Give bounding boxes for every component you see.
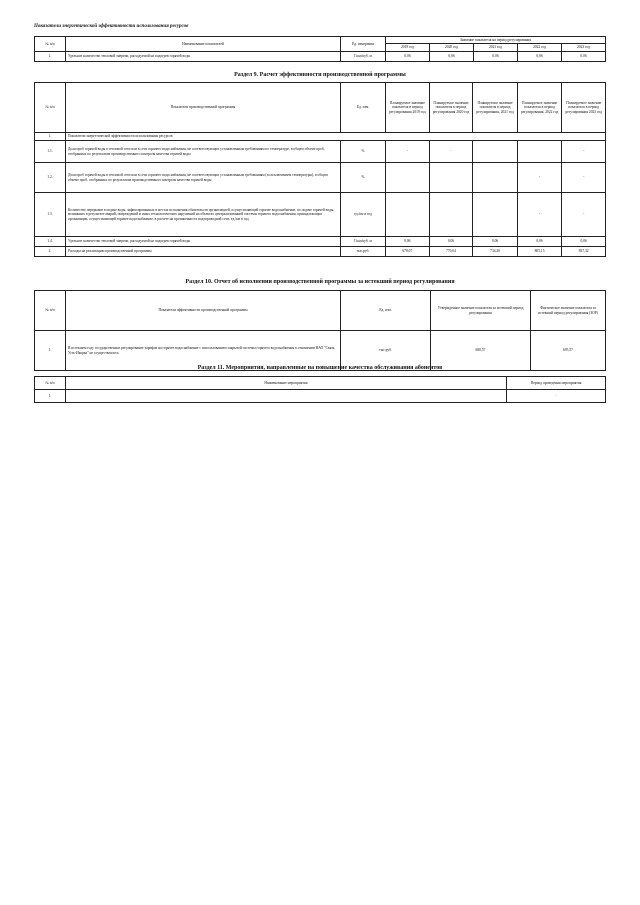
table-row — [35, 163, 606, 193]
header-period: Период проведения мероприятия — [507, 377, 606, 390]
table-row — [35, 390, 606, 403]
row-unit: % — [341, 163, 386, 193]
row-num: 1.3. — [35, 193, 66, 237]
row-value: 0,06 — [474, 51, 518, 61]
table-row — [35, 193, 606, 237]
row-num: 1. — [35, 390, 66, 403]
row-value — [429, 193, 473, 237]
row-name: Доля проб горячей воды в тепловой сети или в сети горячего водоснабжения, не соответствующих установленным требованиям (за исключением температуры), в общем объеме проб, отобранных по результатам производственного контроля качества горячей воды — [66, 163, 341, 193]
row-value — [517, 141, 562, 163]
row-value — [386, 163, 430, 193]
header-unit: Ед. измерения — [341, 37, 386, 52]
section-9-table — [34, 82, 606, 257]
row-unit: тыс.руб. — [341, 331, 431, 371]
row-value: - — [562, 163, 606, 193]
row-value — [473, 193, 518, 237]
row-value: - — [386, 141, 430, 163]
header-year: 2020 год — [430, 44, 474, 51]
header-num: № п/п — [35, 291, 66, 331]
row-name — [66, 390, 507, 403]
row-value: 805,15 — [517, 247, 562, 257]
row-value: - — [429, 141, 473, 163]
header-year: Планируемое значение показателя в период регулирования 2020 год — [429, 83, 473, 133]
row-num: 1.2. — [35, 163, 66, 193]
row-num: 2. — [35, 247, 66, 257]
header-unit: Ед. изм. — [341, 291, 431, 331]
row-value: 0,06 — [518, 51, 562, 61]
header-year: Планируемое значение показателя в период регулирования, 2022 год — [517, 83, 562, 133]
header-name: Показатели производственной программы — [66, 83, 341, 133]
energy-efficiency-table — [34, 36, 606, 62]
header-name: Наименование мероприятия — [66, 377, 507, 390]
section-11-table — [34, 376, 606, 403]
table-row — [35, 51, 606, 61]
row-num: 1. — [35, 51, 66, 61]
header-year: Планируемое значение показателя в период регулирования 2023 год — [562, 83, 606, 133]
row-num: 1.1. — [35, 141, 66, 163]
row-approved: 680,57 — [431, 331, 531, 371]
row-value: - — [562, 141, 606, 163]
row-num: 1. — [35, 133, 66, 141]
row-unit: % — [341, 141, 386, 163]
row-name: В истекшем году государственное регулирование тарифов на горячее водоснабжение с использованием закрытой системы горячего водоснабжения в отношении НАО "Связь Усть-Икорка" не осуществлялось — [66, 331, 341, 371]
row-name: Удельное количество тепловой энергии, расходуемой на подогрев горячей воды — [66, 51, 341, 61]
header-group: Значение показателя на период регулирования — [386, 37, 606, 44]
row-actual: 695,57 — [531, 331, 606, 371]
header-year: 2021 год — [474, 44, 518, 51]
header-year: Планируемое значение показателя в период регулирования 2019 год — [386, 83, 430, 133]
header-year: 2019 год — [386, 44, 430, 51]
row-num: 1.4. — [35, 237, 66, 247]
row-unit: ед./км в год — [341, 193, 386, 237]
header-unit: Ед. изм. — [341, 83, 386, 133]
row-value: - — [517, 193, 562, 237]
section-10-table — [34, 290, 606, 371]
section-11-title: Раздел 11. Мероприятия, направленные на повышение качества обслуживания абонентов — [197, 365, 443, 371]
row-num: 1. — [35, 331, 66, 371]
header-year: 2023 год — [562, 44, 606, 51]
table-row — [35, 141, 606, 163]
row-value: 837,32 — [562, 247, 606, 257]
header-num: № п/п — [35, 37, 66, 52]
header-year: 2022 год — [518, 44, 562, 51]
prefix-title: Показатели энергетической эффективности использования ресурсов — [34, 24, 189, 29]
header-num: № п/п — [35, 377, 66, 390]
table-row — [35, 247, 606, 257]
header-name: Показатели эффективности производственной программы — [66, 291, 341, 331]
table-row — [35, 133, 606, 141]
row-value: - — [517, 163, 562, 193]
header-year: Планируемое значение показателя в период регулирования, 2021 год — [473, 83, 518, 133]
row-value: 0,06 — [517, 237, 562, 247]
header-actual: Фактическое значение показателя за истекший период регулирования (ЗОР) — [531, 291, 606, 331]
row-value: - — [562, 193, 606, 237]
row-value: 0,06 — [562, 237, 606, 247]
row-unit: тыс.руб. — [341, 247, 386, 257]
row-value: 0,06 — [473, 237, 518, 247]
row-value — [386, 193, 430, 237]
row-name: Показатели энергетической эффективности использования ресурсов — [66, 133, 606, 141]
header-name: Наименование показателей — [66, 37, 341, 52]
row-value — [429, 163, 473, 193]
table-row — [35, 237, 606, 247]
row-value: 0,06 — [386, 51, 430, 61]
row-name: Доля проб горячей воды в тепловой сети или в сети горячего водоснабжения, не соответствующих установленным требованиям по температуре, в общем объеме проб, отобранных по результатам производственного контроля качества горячей воды — [66, 141, 341, 163]
row-name: Расходы на реализацию производственной программы — [66, 247, 341, 257]
row-value: 770,04 — [429, 247, 473, 257]
section-10-title: Раздел 10. Отчет об исполнении производственной программы за истекший период регулирования — [185, 279, 455, 285]
row-period: - — [507, 390, 606, 403]
row-value: 0,06 — [562, 51, 606, 61]
row-name: Количество перерывов в подаче воды, зафиксированных в местах исполнения обязательств организацией, осуществляющей горячее водоснабжение, по подаче горячей воды, возникших в результате аварий, повреждений и иных технологических нарушений на объектах централизованной системы горячего водоснабжения, принадлежащих организации, осуществляющей горячее водоснабжение, в расчете на протяженность водопроводной сети, ед./км в год — [66, 193, 341, 237]
row-value — [473, 141, 518, 163]
header-num: № п/п — [35, 83, 66, 133]
row-value — [473, 163, 518, 193]
section-9-title: Раздел 9. Расчет эффективности производственной программы — [234, 72, 406, 78]
row-value: 0,06 — [430, 51, 474, 61]
row-value: 0,06 — [429, 237, 473, 247]
row-value: 0,06 — [386, 237, 430, 247]
row-value: 734,20 — [473, 247, 518, 257]
header-approved: Утвержденное значение показателя за истекший период регулирования — [431, 291, 531, 331]
row-unit: Гкал/куб. м — [341, 51, 386, 61]
row-unit: Гкал/куб. м — [341, 237, 386, 247]
row-name: Удельное количество тепловой энергии, расходуемой на подогрев горячей воды — [66, 237, 341, 247]
row-value: 678,07 — [386, 247, 430, 257]
